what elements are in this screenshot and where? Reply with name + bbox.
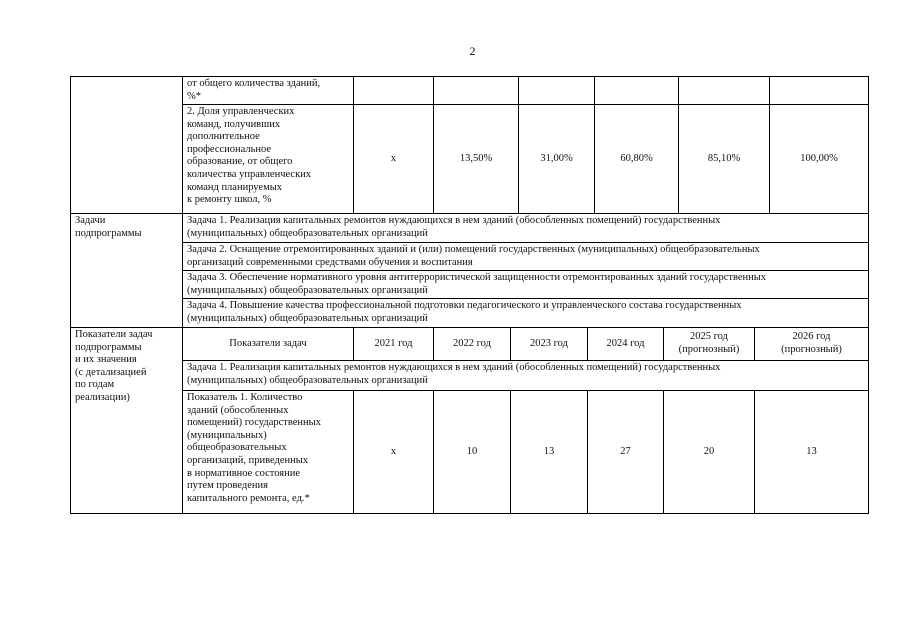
indicator-1-label: Показатель 1. Количество зданий (обособленных помещений) государственных (муниципальных) общеобразовательных организаций, приведенных в нормативное состояние путем проведения капитального ремонта, ед.* [187, 392, 321, 504]
task-1: Задача 1. Реализация капитальных ремонтов нуждающихся в нем зданий (обособленных помещений) государственных (муниципальных) общеобразовательных организаций [187, 215, 721, 239]
indicator-1-value-2025: 20 [703, 445, 715, 457]
indicator-1-value-2022: 10 [466, 445, 478, 457]
row2-value-2022: 13,50% [459, 152, 493, 164]
header-2024: 2024 год [606, 337, 645, 349]
header-2023: 2023 год [530, 337, 568, 349]
row1-label: от общего количества зданий, %* [187, 78, 321, 102]
rule [868, 76, 869, 514]
task-4: Задача 4. Повышение качества профессиональной подготовки педагогического и управленческого состава государственных (муниципальных) общеобразовательных организаций [187, 300, 742, 324]
page-number: 2 [469, 44, 476, 58]
header-2026: 2026 год (прогнозный) [781, 331, 842, 355]
indicators-section-label: Показатели задач подпрограммы и их значения (с детализацией по годам реализации) [75, 329, 153, 403]
header-2022: 2022 год [453, 337, 491, 349]
row2-value-2025: 85,10% [707, 152, 741, 164]
row2-value-2024: 60,80% [620, 152, 653, 164]
indicator-1-value-2023: 13 [543, 445, 555, 457]
tasks-section-label: Задачи подпрограммы [75, 215, 142, 239]
indicators-task-1: Задача 1. Реализация капитальных ремонтов нуждающихся в нем зданий (обособленных помещений) государственных (муниципальных) общеобразовательных организаций [187, 362, 721, 386]
indicator-1-value-2024: 27 [620, 445, 631, 457]
row2-value-2021: х [390, 152, 397, 164]
indicator-1-value-2021: х [390, 445, 397, 457]
row2-value-2023: 31,00% [540, 152, 573, 164]
task-3: Задача 3. Обеспечение нормативного уровня антитеррористической защищенности отремонтированных зданий государственных (муниципальных) общеобразовательных организаций [187, 272, 767, 296]
header-2021: 2021 год [374, 337, 413, 349]
task-2: Задача 2. Оснащение отремонтированных зданий и (или) помещений государственных (муниципальных) общеобразовательных организаций современными средствами обучения и воспитания [187, 244, 760, 268]
rule [70, 513, 869, 514]
header-indicators: Показатели задач [229, 337, 307, 349]
indicator-1-value-2026: 13 [806, 445, 817, 457]
row2-label: 2. Доля управленческих команд, получивших дополнительное профессиональное образование, от общего количества управленческих команд планируемых к ремонту школ, % [187, 106, 312, 206]
row2-value-2026: 100,00% [800, 152, 838, 164]
header-2025: 2025 год (прогнозный) [678, 331, 740, 355]
